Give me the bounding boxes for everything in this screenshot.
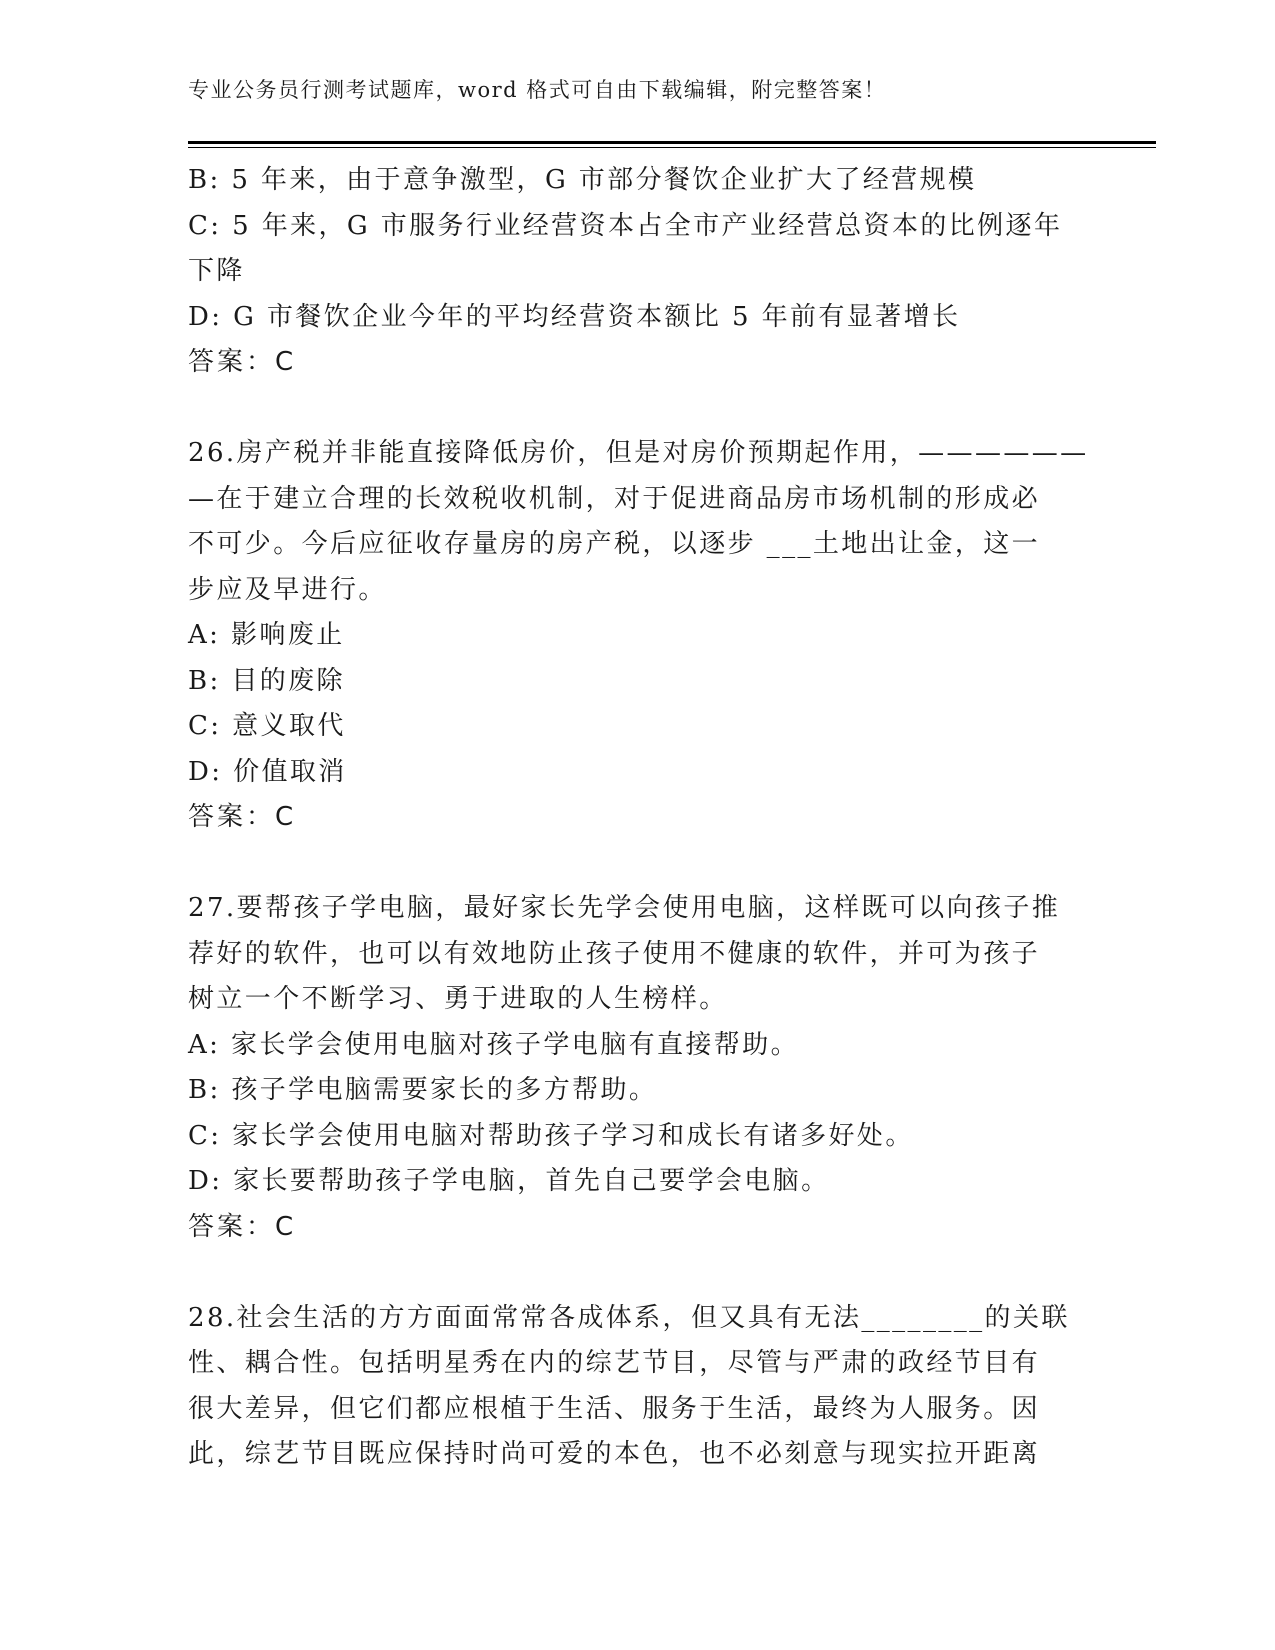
q28-stem-line1: 28.社会生活的方方面面常常各成体系，但又具有无法________的关联 <box>188 1302 1070 1333</box>
q25-answer: 答案：C <box>188 347 297 377</box>
q26-stem-line2: —在于建立合理的长效税收机制，对于促进商品房市场机制的形成必 <box>188 483 1041 514</box>
q27-stem-line1: 27.要帮孩子学电脑，最好家长先学会使用电脑，这样既可以向孩子推 <box>188 893 1061 923</box>
q27-option-a: A: 家长学会使用电脑对孩子学电脑有直接帮助。 <box>188 1029 800 1060</box>
q27-answer: 答案：C <box>188 1211 297 1242</box>
page-header: 专业公务员行测考试题库，word 格式可自由下载编辑，附完整答案！ <box>188 78 887 102</box>
header-rule-thick <box>188 141 1156 144</box>
q25-option-d: D: G 市餐饮企业今年的平均经营资本额比 5 年前有显著增长 <box>188 301 961 332</box>
q26-option-d: D: 价值取消 <box>188 756 347 787</box>
q26-option-a: A: 影响废止 <box>188 620 345 650</box>
q26-stem-line3: 不可少。今后应征收存量房的房产税，以逐步 ___土地出让金，这一 <box>188 529 1041 559</box>
q28-stem-line4: 此，综艺节目既应保持时尚可爱的本色，也不必刻意与现实拉开距离 <box>188 1439 1041 1469</box>
q26-option-b: B: 目的废除 <box>188 665 345 696</box>
spacer <box>188 841 1068 887</box>
q27-stem-line3: 树立一个不断学习、勇于进取的人生榜样。 <box>188 984 728 1014</box>
q27-option-b: B: 孩子学电脑需要家长的多方帮助。 <box>188 1075 658 1105</box>
q26-stem-line4: 步应及早进行。 <box>188 574 387 605</box>
q25-option-c-line2: 下降 <box>188 256 245 286</box>
q28-stem-line2: 性、耦合性。包括明星秀在内的综艺节目，尽管与严肃的政经节目有 <box>188 1348 1041 1378</box>
q26-stem-line1: 26.房产税并非能直接降低房价，但是对房价预期起作用，—————— <box>188 438 1089 468</box>
spacer <box>188 386 1068 432</box>
q27-option-c: C: 家长学会使用电脑对帮助孩子学习和成长有诸多好处。 <box>188 1120 914 1151</box>
header-rule-thin <box>188 147 1156 148</box>
q26-option-c: C: 意义取代 <box>188 711 346 741</box>
q28-stem-line3: 很大差异，但它们都应根植于生活、服务于生活，最终为人服务。因 <box>188 1393 1041 1424</box>
q27-option-d: D: 家长要帮助孩子学电脑，首先自己要学会电脑。 <box>188 1166 830 1196</box>
q27-stem-line2: 荐好的软件，也可以有效地防止孩子使用不健康的软件，并可为孩子 <box>188 938 1041 969</box>
spacer <box>188 1250 1068 1296</box>
q25-option-c-line1: C: 5 年来，G 市服务行业经营资本占全市产业经营总资本的比例逐年 <box>188 210 1063 241</box>
q26-answer: 答案：C <box>188 802 297 832</box>
question-content <box>188 158 1089 1478</box>
q25-option-b: B: 5 年来，由于意争激型，G 市部分餐饮企业扩大了经营规模 <box>188 165 977 195</box>
